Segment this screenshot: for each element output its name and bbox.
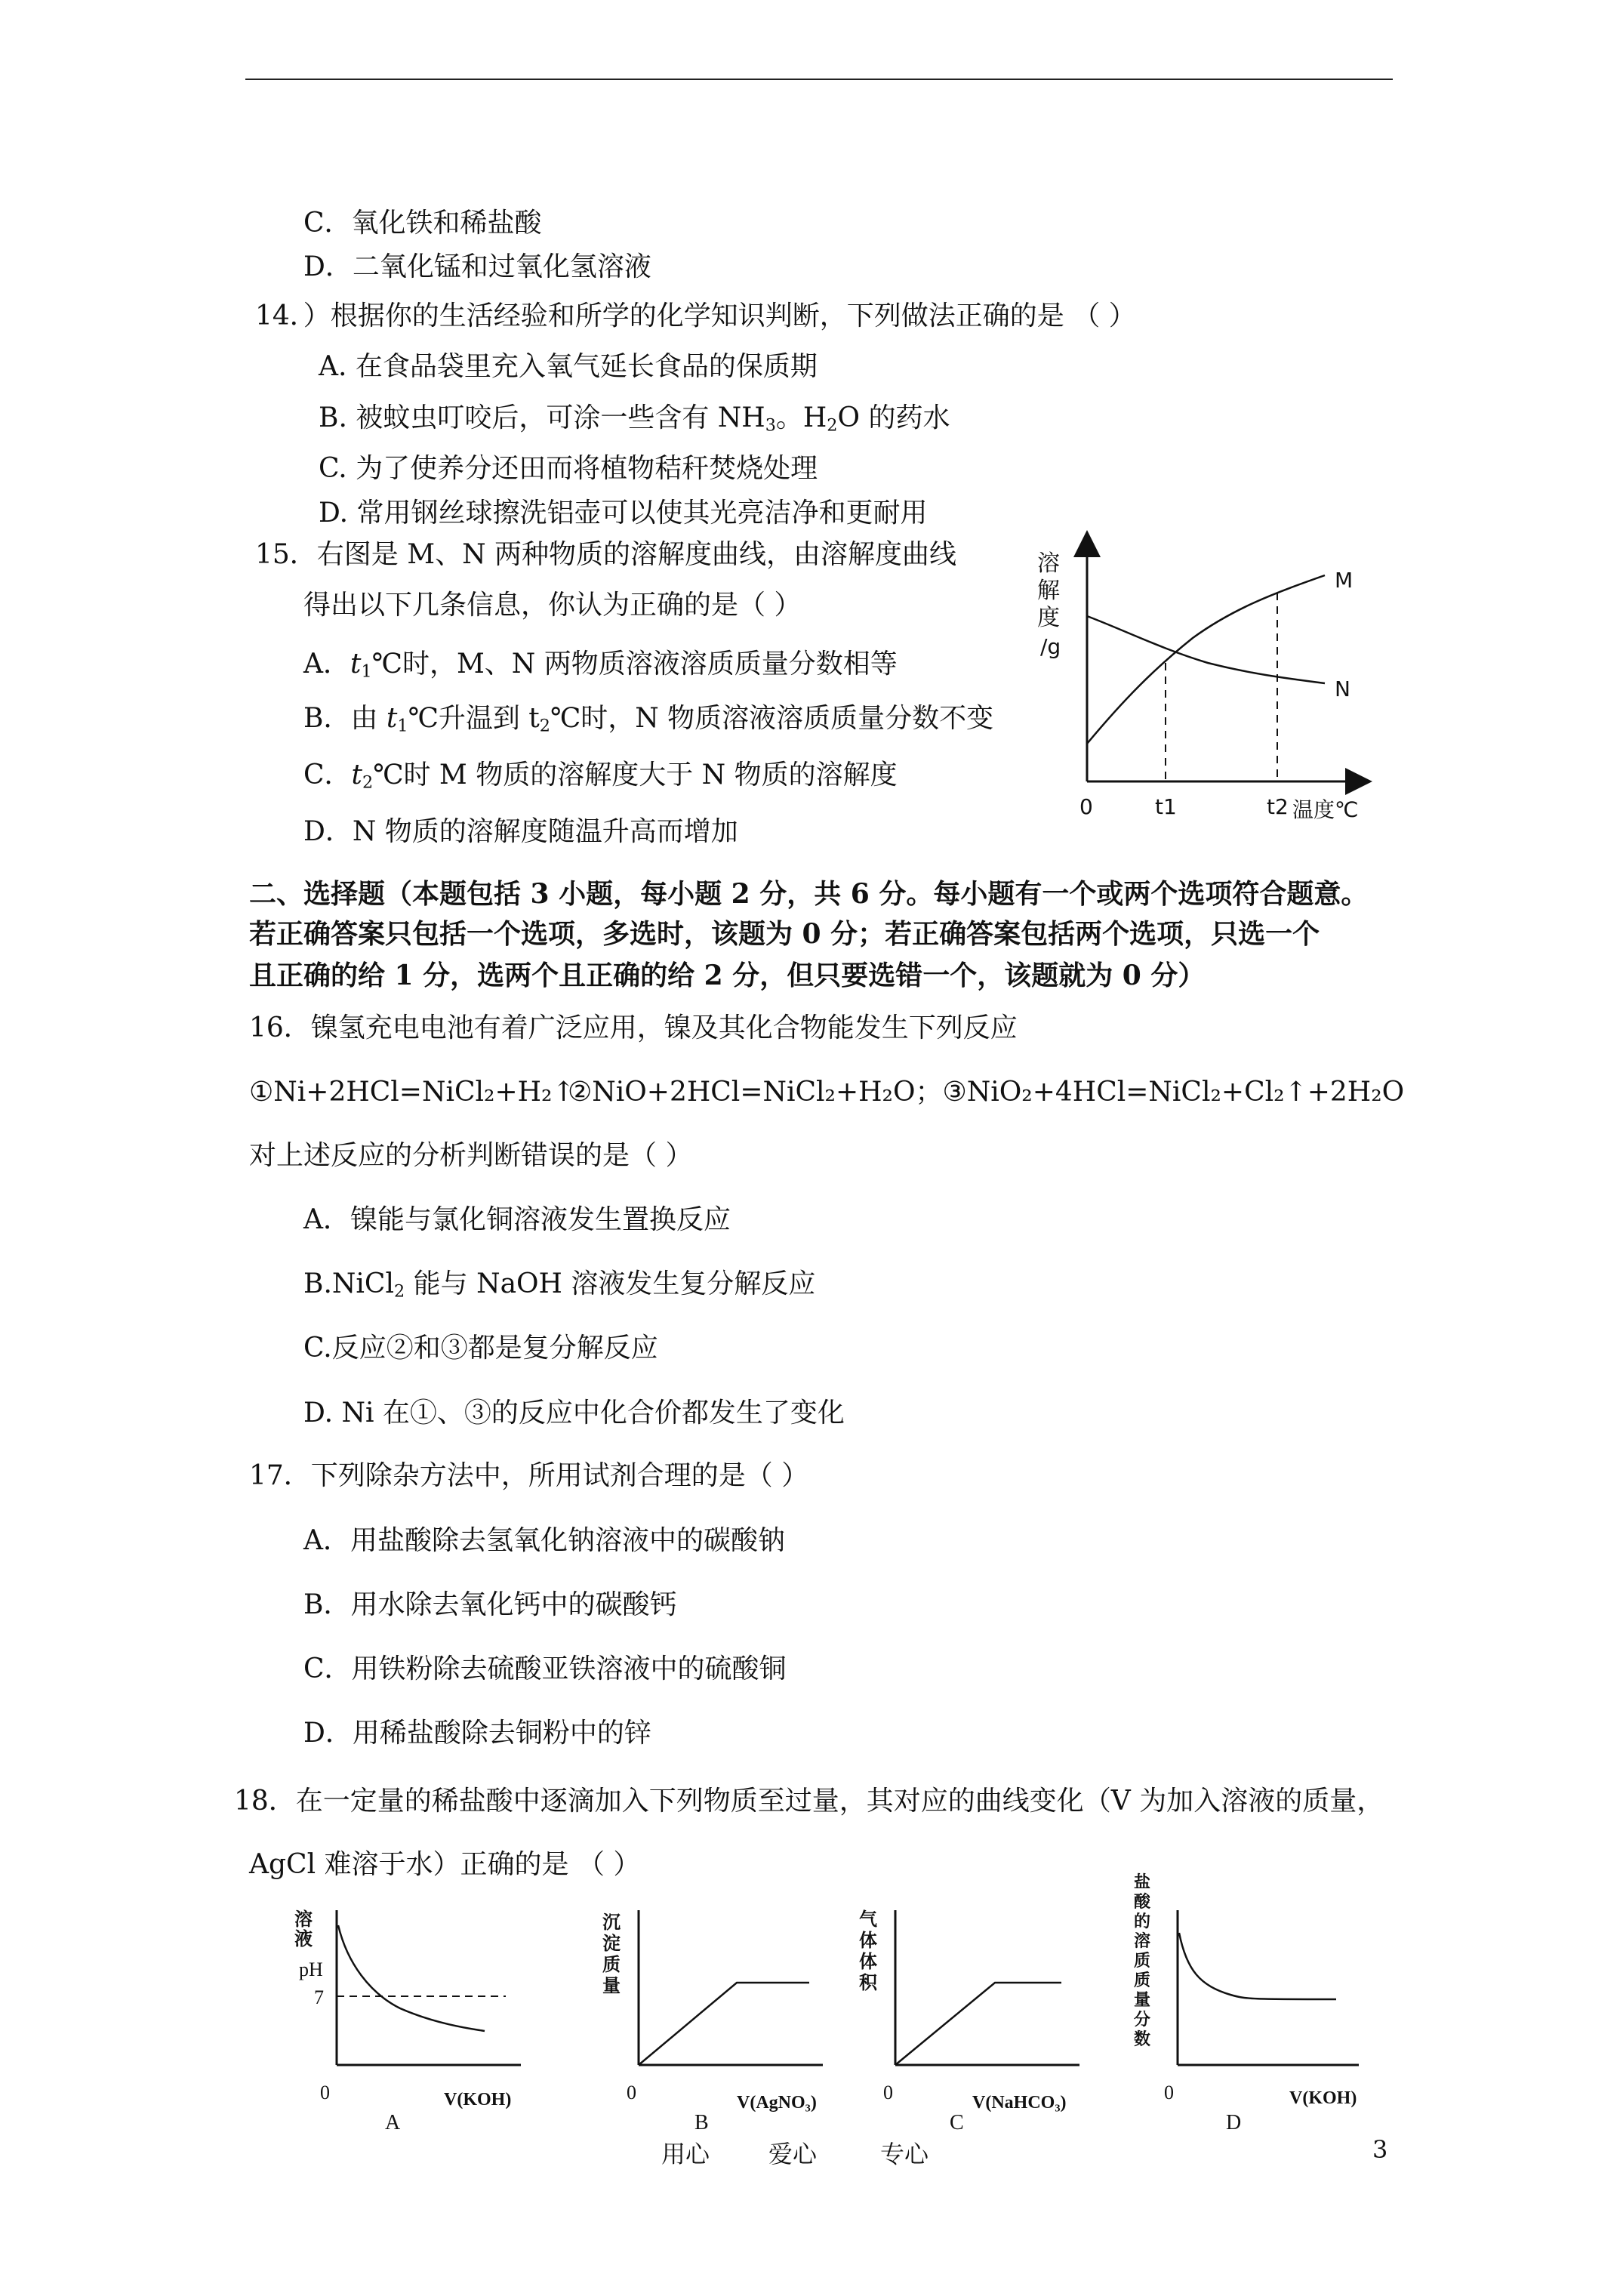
svg-text:淀: 淀 bbox=[602, 1934, 621, 1954]
svg-text:液: 液 bbox=[294, 1930, 313, 1949]
svg-text:量: 量 bbox=[1134, 1990, 1151, 2009]
q16-reaction-1: ①Ni+2HCl=NiCl₂+H₂↑ bbox=[249, 1077, 575, 1108]
svg-text:质: 质 bbox=[1134, 1951, 1151, 1970]
precipitate-curve bbox=[639, 1983, 809, 2065]
svg-text:质: 质 bbox=[1134, 1971, 1151, 1989]
y-label-1: 溶 bbox=[1037, 550, 1060, 577]
y-label-3: 度 bbox=[1037, 605, 1060, 631]
svg-text:0: 0 bbox=[320, 2082, 330, 2103]
q17-option-c: C．用铁粉除去硫酸亚铁溶液中的硫酸铜 bbox=[303, 1653, 787, 1684]
q13-option-c: C．氧化铁和稀盐酸 bbox=[303, 208, 542, 239]
footer-motto-1: 用心 bbox=[661, 2140, 710, 2168]
section2-instructions-line1: 二、选择题（本题包括 3 小题，每小题 2 分，共 6 分。每小题有一个或两个选项符合题意。 bbox=[249, 878, 1369, 910]
curve-n bbox=[1087, 616, 1325, 683]
svg-text:D: D bbox=[1226, 2111, 1242, 2134]
label-m: M bbox=[1335, 568, 1354, 593]
curve-m bbox=[1087, 575, 1325, 744]
q14-option-d: D. 常用钢丝球擦洗铝壶可以使其光亮洁净和更耐用 bbox=[319, 498, 928, 529]
q13-option-d: D．二氧化锰和过氧化氢溶液 bbox=[303, 251, 651, 282]
svg-text:盐: 盐 bbox=[1134, 1872, 1151, 1891]
t2-label: t2 bbox=[1267, 794, 1289, 819]
svg-text:溶: 溶 bbox=[294, 1910, 313, 1930]
q15-option-c: C．$t_2℃$时 M 物质的溶解度大于 N 物质的溶解度 bbox=[303, 760, 898, 793]
svg-text:V(KOH): V(KOH) bbox=[1289, 2088, 1357, 2108]
q18-stem-line1: 18．在一定量的稀盐酸中逐滴加入下列物质至过量，其对应的曲线变化（V 为加入溶液的质量， bbox=[234, 1786, 1384, 1817]
svg-text:A: A bbox=[385, 2111, 401, 2134]
q14-option-b: B. 被蚊虫叮咬后，可涂一些含有 $NH_3$。$H_2O$ 的药水 bbox=[319, 402, 950, 436]
section2-instructions-line2: 若正确答案只包括一个选项，多选时，该题为 0 分；若正确答案包括两个选项，只选一个 bbox=[249, 918, 1320, 950]
x-label: 温度℃ bbox=[1292, 797, 1359, 822]
svg-text:0: 0 bbox=[883, 2082, 893, 2103]
q15-option-a: A．$t_1℃$时，M、N 两物质溶液溶质质量分数相等 bbox=[303, 649, 898, 682]
q16-stem: 16．镍氢充电电池有着广泛应用，镍及其化合物能发生下列反应 bbox=[249, 1012, 1018, 1043]
svg-text:质: 质 bbox=[602, 1955, 621, 1975]
q18-graph-d bbox=[1117, 1865, 1374, 2137]
q16-reactions-2-3: ②NiO+2HCl=NiCl₂+H₂O；③NiO₂+4HCl=NiCl₂+Cl₂↑+2H₂O bbox=[568, 1077, 1405, 1108]
svg-text:0: 0 bbox=[627, 2082, 636, 2103]
q14-stem: 14．）根据你的生活经验和所学的化学知识判断，下列做法正确的是 （ ） bbox=[255, 300, 1136, 331]
q16-option-b: B.NiCl$_2$ 能与 NaOH 溶液发生复分解反应 bbox=[303, 1268, 816, 1302]
svg-text:B: B bbox=[694, 2111, 709, 2134]
svg-text:7: 7 bbox=[314, 1986, 324, 2008]
label-n: N bbox=[1335, 676, 1350, 701]
q16-option-d: D. Ni 在①、③的反应中化合价都发生了变化 bbox=[303, 1398, 845, 1428]
svg-text:pH: pH bbox=[299, 1959, 323, 1980]
q16-option-a: A．镍能与氯化铜溶液发生置换反应 bbox=[303, 1204, 731, 1235]
gas-curve bbox=[895, 1983, 1061, 2065]
q18-graph-a bbox=[287, 1895, 536, 2137]
svg-text:V(NaHCO₃): V(NaHCO₃) bbox=[972, 2093, 1067, 2113]
svg-text:气: 气 bbox=[859, 1910, 877, 1930]
q14-option-a: A. 在食品袋里充入氧气延长食品的保质期 bbox=[319, 351, 818, 382]
svg-text:V(KOH): V(KOH) bbox=[444, 2090, 512, 2110]
t1-label: t1 bbox=[1155, 794, 1177, 819]
svg-text:V(AgNO₃): V(AgNO₃) bbox=[737, 2093, 817, 2113]
solubility-curve-diagram bbox=[1034, 529, 1397, 831]
svg-text:体: 体 bbox=[859, 1952, 877, 1972]
footer-motto-3: 专心 bbox=[880, 2140, 929, 2168]
ph-curve bbox=[338, 1925, 485, 2031]
footer-motto-2: 爱心 bbox=[768, 2140, 818, 2168]
page-number: 3 bbox=[1372, 2135, 1388, 2164]
q16-question: 对上述反应的分析判断错误的是（ ） bbox=[249, 1140, 693, 1171]
q17-option-b: B．用水除去氧化钙中的碳酸钙 bbox=[303, 1589, 677, 1620]
y-label-2: 解 bbox=[1037, 578, 1060, 604]
svg-text:酸: 酸 bbox=[1134, 1892, 1151, 1911]
q14-option-c: C. 为了使养分还田而将植物秸秆焚烧处理 bbox=[319, 453, 818, 484]
svg-text:溶: 溶 bbox=[1134, 1931, 1151, 1950]
svg-text:数: 数 bbox=[1134, 2029, 1151, 2048]
q15-stem-line2: 得出以下几条信息，你认为正确的是（ ） bbox=[303, 590, 802, 621]
origin-label: 0 bbox=[1079, 794, 1093, 819]
q16-option-c: C.反应②和③都是复分解反应 bbox=[303, 1333, 658, 1364]
q18-graph-b bbox=[589, 1895, 838, 2137]
q18-graph-c bbox=[845, 1895, 1095, 2137]
acid-fraction-curve bbox=[1179, 1933, 1336, 1999]
svg-text:的: 的 bbox=[1134, 1912, 1151, 1931]
q17-stem: 17．下列除杂方法中，所用试剂合理的是（ ） bbox=[249, 1460, 809, 1491]
svg-text:沉: 沉 bbox=[602, 1913, 621, 1933]
section2-instructions-line3: 且正确的给 1 分，选两个且正确的给 2 分，但只要选错一个，该题就为 0 分） bbox=[249, 960, 1206, 991]
svg-text:0: 0 bbox=[1164, 2082, 1174, 2103]
q15-option-b: B．由 $t_1℃$升温到 $t_2℃$时，N 物质溶液溶质质量分数不变 bbox=[303, 703, 994, 736]
header-rule bbox=[245, 79, 1393, 80]
svg-text:量: 量 bbox=[602, 1977, 621, 1996]
q15-stem-line1: 15．右图是 M、N 两种物质的溶解度曲线，由溶解度曲线 bbox=[255, 539, 957, 570]
svg-text:体: 体 bbox=[859, 1931, 877, 1951]
svg-text:C: C bbox=[950, 2111, 964, 2134]
y-label-4: /g bbox=[1040, 634, 1061, 659]
q15-option-d: D．N 物质的溶解度随温升高而增加 bbox=[303, 816, 738, 847]
svg-text:分: 分 bbox=[1134, 2010, 1151, 2029]
svg-text:积: 积 bbox=[859, 1974, 877, 1993]
q17-option-d: D．用稀盐酸除去铜粉中的锌 bbox=[303, 1718, 651, 1749]
q17-option-a: A．用盐酸除去氢氧化钠溶液中的碳酸钠 bbox=[303, 1525, 785, 1556]
q18-stem-line2: AgCl 难溶于水）正确的是 （ ） bbox=[249, 1849, 641, 1880]
